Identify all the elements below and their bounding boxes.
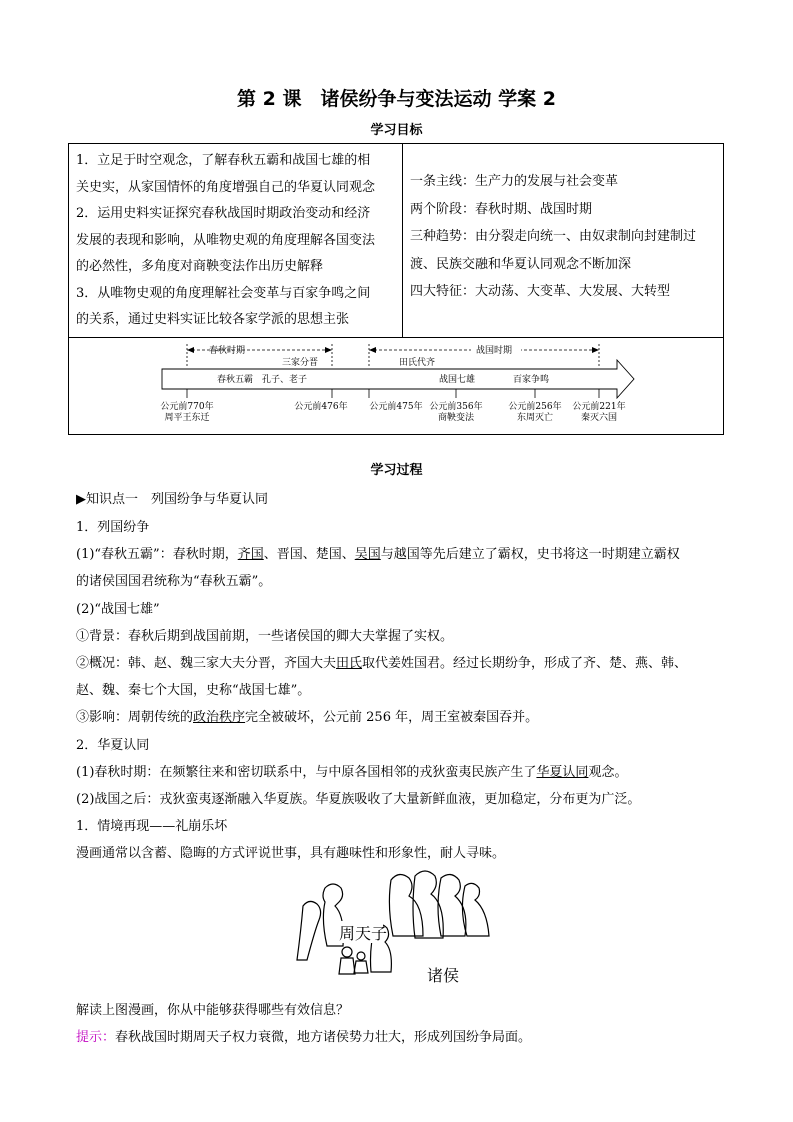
text: ③影响：周朝传统的	[76, 710, 194, 725]
date-356: 公元前356年	[429, 402, 483, 412]
goal-line: 发展的表现和影响，从唯物史观的角度理解各国变法	[76, 232, 376, 248]
figure-icon	[462, 883, 489, 936]
text: 、晋国、楚国、	[263, 547, 355, 562]
event-east-move: 周平王东迁	[164, 413, 210, 423]
question: 解读上图漫画，你从中能够获得哪些有效信息？	[76, 1003, 350, 1018]
summary-line: 三种趋势：由分裂走向统一、由奴隶制向封建制过	[410, 229, 697, 244]
goals-table	[68, 143, 724, 435]
label-zhou-king: 周天子	[339, 924, 388, 943]
underlined-answer: 田氏	[336, 656, 363, 671]
section-heading: 1．列国纷争	[76, 520, 150, 535]
timeline-diagram	[69, 338, 723, 434]
text: (1)春秋时期：在频繁往来和密切联系中，与中原各国相邻的戎狄蛮夷民族产生了	[76, 765, 537, 780]
event-zhou-fall: 东周灭亡	[516, 413, 554, 423]
underlined-answer: 吴国	[354, 547, 381, 562]
section-heading: 1．情境再现——礼崩乐坏	[76, 819, 228, 834]
summary-line: 渡、民族交融和华夏认同观念不断加深	[410, 256, 632, 272]
figure-icon	[438, 874, 466, 936]
label-feudal-lords: 诸侯	[427, 966, 460, 984]
event-three-families: 三家分晋	[282, 358, 319, 368]
underlined-answer: 华夏认同	[536, 765, 589, 780]
figure-icon	[354, 961, 368, 973]
text: 取代姜姓国君。经过长期纷争，形成了齐、楚、燕、韩、	[362, 656, 688, 671]
comic-illustration	[295, 866, 495, 984]
summary-line: 两个阶段：春秋时期、战国时期	[410, 201, 593, 217]
arrow-left-icon	[369, 347, 376, 353]
text: 完全被破坏，公元前 256 年，周王室被秦国吞并。	[245, 710, 539, 725]
event-seven-powers: 战国七雄	[439, 375, 476, 385]
date-475: 公元前475年	[369, 402, 423, 412]
paragraph: 赵、魏、秦七个大国，史称“战国七雄”。	[76, 683, 311, 698]
period-spring-autumn: 春秋时期	[209, 346, 246, 356]
paragraph	[76, 706, 538, 725]
paragraph: 的诸侯国国君统称为“春秋五霸”。	[76, 574, 272, 589]
goals-cell	[69, 144, 403, 337]
goal-line: 1．立足于时空观念，了解春秋五霸和战国七雄的相	[76, 153, 371, 168]
event-shang-yang: 商鞅变法	[437, 413, 475, 423]
summary-cell	[403, 144, 723, 337]
underlined-answer: 齐国	[237, 547, 264, 562]
process-heading: 学习过程	[370, 463, 423, 478]
event-five-hegemons: 春秋五霸 孔子、老子	[217, 375, 308, 385]
event-tian-replace-qi: 田氏代齐	[399, 358, 436, 368]
text: 与越国等先后建立了霸权，史书将这一时期建立霸权	[380, 547, 680, 562]
arrow-right-icon	[325, 347, 332, 353]
date-256: 公元前256年	[508, 402, 562, 412]
arrow-right-icon	[592, 347, 599, 353]
paragraph	[76, 761, 627, 780]
section-heading: 2．华夏认同	[76, 738, 150, 753]
figure-icon	[339, 958, 355, 974]
paragraph: (2)“战国七雄”	[76, 602, 160, 617]
goal-line: 的关系，通过史料实证比较各家学派的思想主张	[76, 312, 350, 327]
text: ②概况：韩、赵、魏三家大夫分晋，齐国大夫	[76, 656, 337, 671]
goal-line: 的必然性，多角度对商鞅变法作出历史解释	[76, 259, 324, 274]
figure-icon	[297, 901, 321, 960]
knowledge-point-1: ▶知识点一 列国纷争与华夏认同	[76, 492, 268, 507]
goal-line: 关史实，从家国情怀的角度增强自己的华夏认同观念	[76, 179, 376, 195]
text: (1)“春秋五霸”：春秋时期，	[76, 547, 238, 562]
figure-icon	[357, 952, 365, 960]
paragraph	[76, 652, 687, 671]
hint-paragraph	[76, 1026, 531, 1045]
event-qin-unify: 秦灭六国	[580, 413, 618, 423]
figure-icon	[342, 947, 352, 957]
date-476: 公元前476年	[294, 402, 348, 412]
goal-line: 2．运用史料实证探究春秋战国时期政治变动和经济	[76, 206, 371, 221]
goals-heading: 学习目标	[370, 123, 423, 138]
page-title: 第 2 课 诸侯纷争与变法运动 学案 2	[237, 88, 556, 110]
text: 观念。	[588, 765, 628, 780]
hint-text: 春秋战国时期周天子权力衰微，地方诸侯势力壮大，形成列国纷争局面。	[115, 1030, 532, 1045]
arrow-left-icon	[187, 347, 194, 353]
summary-line: 四大特征：大动荡、大变革、大发展、大转型	[410, 284, 671, 299]
date-221: 公元前221年	[572, 402, 626, 412]
underlined-answer: 政治秩序	[193, 710, 246, 725]
hint-label: 提示：	[76, 1030, 116, 1045]
date-770: 公元前770年	[160, 402, 214, 412]
figure-icon	[389, 874, 423, 936]
paragraph: (2)战国之后：戎狄蛮夷逐渐融入华夏族。华夏族吸收了大量新鲜血液，更加稳定，分布更为广泛。	[76, 792, 641, 807]
event-hundred-schools: 百家争鸣	[513, 375, 550, 385]
period-warring-states: 战国时期	[476, 346, 513, 356]
paragraph: ①背景：春秋后期到战国前期，一些诸侯国的卿大夫掌握了实权。	[76, 629, 454, 644]
goal-line: 3．从唯物史观的角度理解社会变革与百家争鸣之间	[76, 285, 371, 301]
paragraph: 漫画通常以含蓄、隐晦的方式评说世事，具有趣味性和形象性，耐人寻味。	[76, 846, 506, 861]
paragraph	[76, 543, 680, 562]
summary-line: 一条主线：生产力的发展与社会变革	[410, 174, 619, 189]
